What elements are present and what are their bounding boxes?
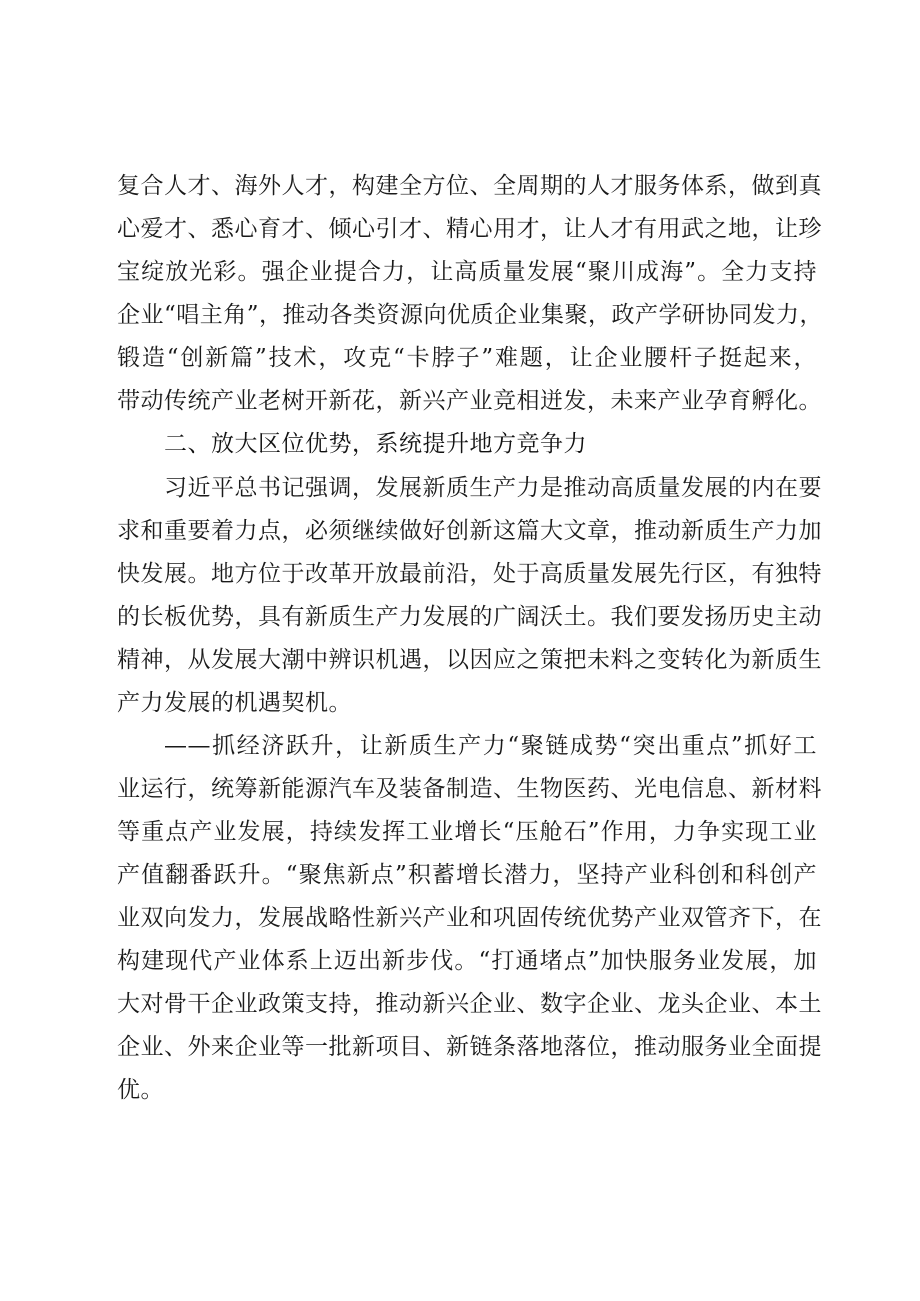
body-text-line: 带动传统产业老树开新花，新兴产业竞相迸发，未来产业孕育孵化。 bbox=[117, 388, 822, 414]
body-text-line: 快发展。地方位于改革开放最前沿，处于高质量发展先行区，有独特 bbox=[117, 561, 822, 587]
body-text-line: 企业、外来企业等一批新项目、新链条落地落位，推动服务业全面提 bbox=[117, 1034, 822, 1060]
body-text-line: 优。 bbox=[117, 1077, 164, 1103]
body-text-line: 产值翻番跃升。“聚焦新点”积蓄增长潜力，坚持产业科创和科创产 bbox=[117, 862, 817, 888]
body-text-line: 大对骨干企业政策支持，推动新兴企业、数字企业、龙头企业、本土 bbox=[117, 991, 822, 1017]
body-text-line: 企业“唱主角”，推动各类资源向优质企业集聚，政产学研协同发力， bbox=[117, 302, 824, 328]
body-text-line: 锻造“创新篇”技术，攻克“卡脖子”难题，让企业腰杆子挺起来， bbox=[117, 345, 817, 371]
body-text-line: 复合人才、海外人才，构建全方位、全周期的人才服务体系，做到真 bbox=[117, 173, 822, 199]
body-text-line: 业运行，统筹新能源汽车及装备制造、生物医药、光电信息、新材料 bbox=[117, 776, 822, 802]
section-heading: 二、放大区位优势，系统提升地方竞争力 bbox=[164, 431, 587, 457]
body-text-line: 习近平总书记强调，发展新质生产力是推动高质量发展的内在要 bbox=[164, 475, 822, 501]
body-text-line: 求和重要着力点，必须继续做好创新这篇大文章，推动新质生产力加 bbox=[117, 518, 822, 544]
body-text-line: 的长板优势，具有新质生产力发展的广阔沃土。我们要发扬历史主动 bbox=[117, 604, 822, 630]
body-text-line: 业双向发力，发展战略性新兴产业和巩固传统优势产业双管齐下，在 bbox=[117, 905, 822, 931]
body-text-line: 精神，从发展大潮中辨识机遇，以因应之策把未料之变转化为新质生 bbox=[117, 647, 822, 673]
body-text-line: 构建现代产业体系上迈出新步伐。“打通堵点”加快服务业发展，加 bbox=[117, 948, 817, 974]
body-text-line: 产力发展的机遇契机。 bbox=[117, 690, 352, 716]
body-text-line: ——抓经济跃升，让新质生产力“聚链成势“突出重点”抓好工 bbox=[164, 733, 817, 759]
body-text-line: 心爱才、悉心育才、倾心引才、精心用才，让人才有用武之地，让珍 bbox=[117, 216, 822, 242]
body-text-line: 等重点产业发展，持续发挥工业增长“压舱石”作用，力争实现工业 bbox=[117, 819, 817, 845]
body-text-line: 宝绽放光彩。强企业提合力，让高质量发展“聚川成海”。全力支持 bbox=[117, 259, 817, 285]
